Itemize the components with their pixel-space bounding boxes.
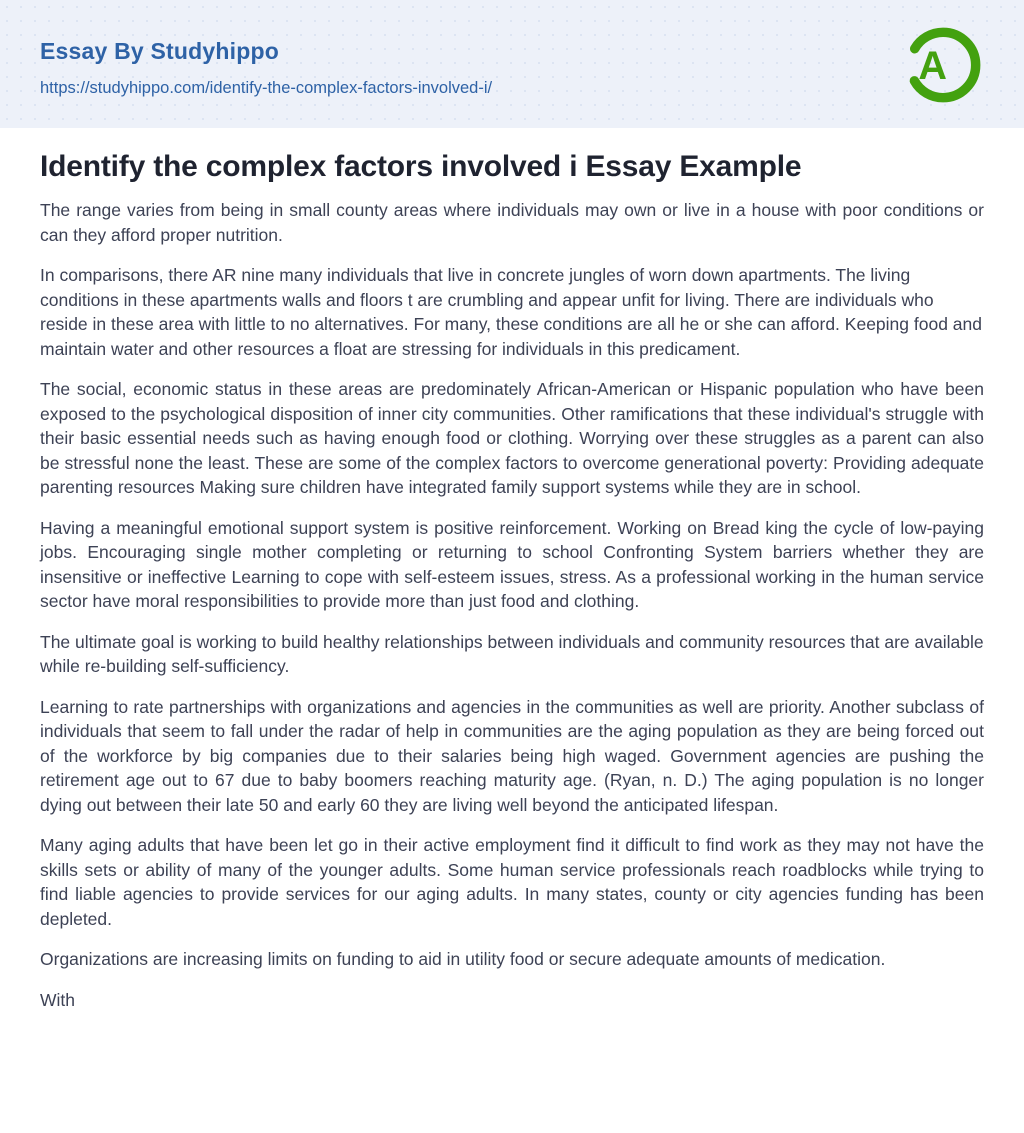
essay-paragraph: The range varies from being in small county areas where individuals may own or live in a house with poor conditions or can they afford proper nutrition.	[40, 200, 984, 245]
essay-paragraph: Many aging adults that have been let go in their active employment find it difficult to find work as they may not have the skills sets or ability of many of the younger adults. Some human service professionals reach roadblocks while trying to find liable agencies to provide services for our aging adults. In many states, county or city agencies funding has been depleted.	[40, 835, 984, 929]
logo-letter: A	[918, 43, 947, 88]
page-url-link[interactable]: https://studyhippo.com/identify-the-complex-factors-involved-i/	[40, 79, 493, 97]
essay-paragraph: Learning to rate partnerships with organizations and agencies in the communities as well are priority. Another subclass of individuals that seem to fall under the radar of help in communities are the aging population as they are being forced out of the workforce by big companies due to their salaries being high waged. Government agencies are pushing the retirement age out to 67 due to baby boomers reaching maturity age. (Ryan, n. D.) The aging population is no longer dying out between their late 50 and early 60 they are living well beyond the anticipated lifespan.	[40, 696, 984, 815]
essay-paragraph: In comparisons, there AR nine many individuals that live in concrete jungles of worn down apartments. The living conditions in these apartments walls and floors t are crumbling and appear unfit for living. There are individuals who reside in these area with little to no alternatives. For many, these conditions are all he or she can afford. Keeping food and maintain water and other resources a float are stressing for individuals in this predicament.	[40, 265, 982, 359]
studyhippo-logo-icon	[900, 22, 986, 108]
essay-paragraph: Organizations are increasing limits on funding to aid in utility food or secure adequate amounts of medication.	[40, 949, 886, 969]
site-label: Essay By Studyhippo	[40, 38, 279, 64]
essay-paragraph: The ultimate goal is working to build healthy relationships between individuals and community resources that are available while re-building self-sufficiency.	[40, 631, 984, 676]
essay-paragraph: Having a meaningful emotional support system is positive reinforcement. Working on Bread king the cycle of low-paying jobs. Encouraging single mother completing or returning to school Confronting System barriers whether they are insensitive or ineffective Learning to cope with self-esteem issues, stress. As a professional working in the human service sector have moral responsibilities to provide more than just food and clothing.	[40, 517, 984, 611]
essay-paragraph: The social, economic status in these areas are predominately African-American or Hispanic population who have been exposed to the psychological disposition of inner city communities. Other ramifications that these individual's struggle with their basic essential needs such as having enough food or clothing. Worrying over these struggles as a parent can also be stressful none the least. These are some of the complex factors to overcome generational poverty: Providing adequate parenting resources Making sure children have integrated family support systems while they are in school.	[40, 379, 984, 497]
studyhippo-logo	[900, 22, 986, 113]
essay-title: Identify the complex factors involved i Essay Example	[40, 150, 802, 183]
essay-content	[0, 150, 1024, 1012]
page-header	[0, 0, 1024, 128]
essay-paragraph: With	[40, 989, 75, 1010]
header-text-block	[40, 34, 492, 98]
